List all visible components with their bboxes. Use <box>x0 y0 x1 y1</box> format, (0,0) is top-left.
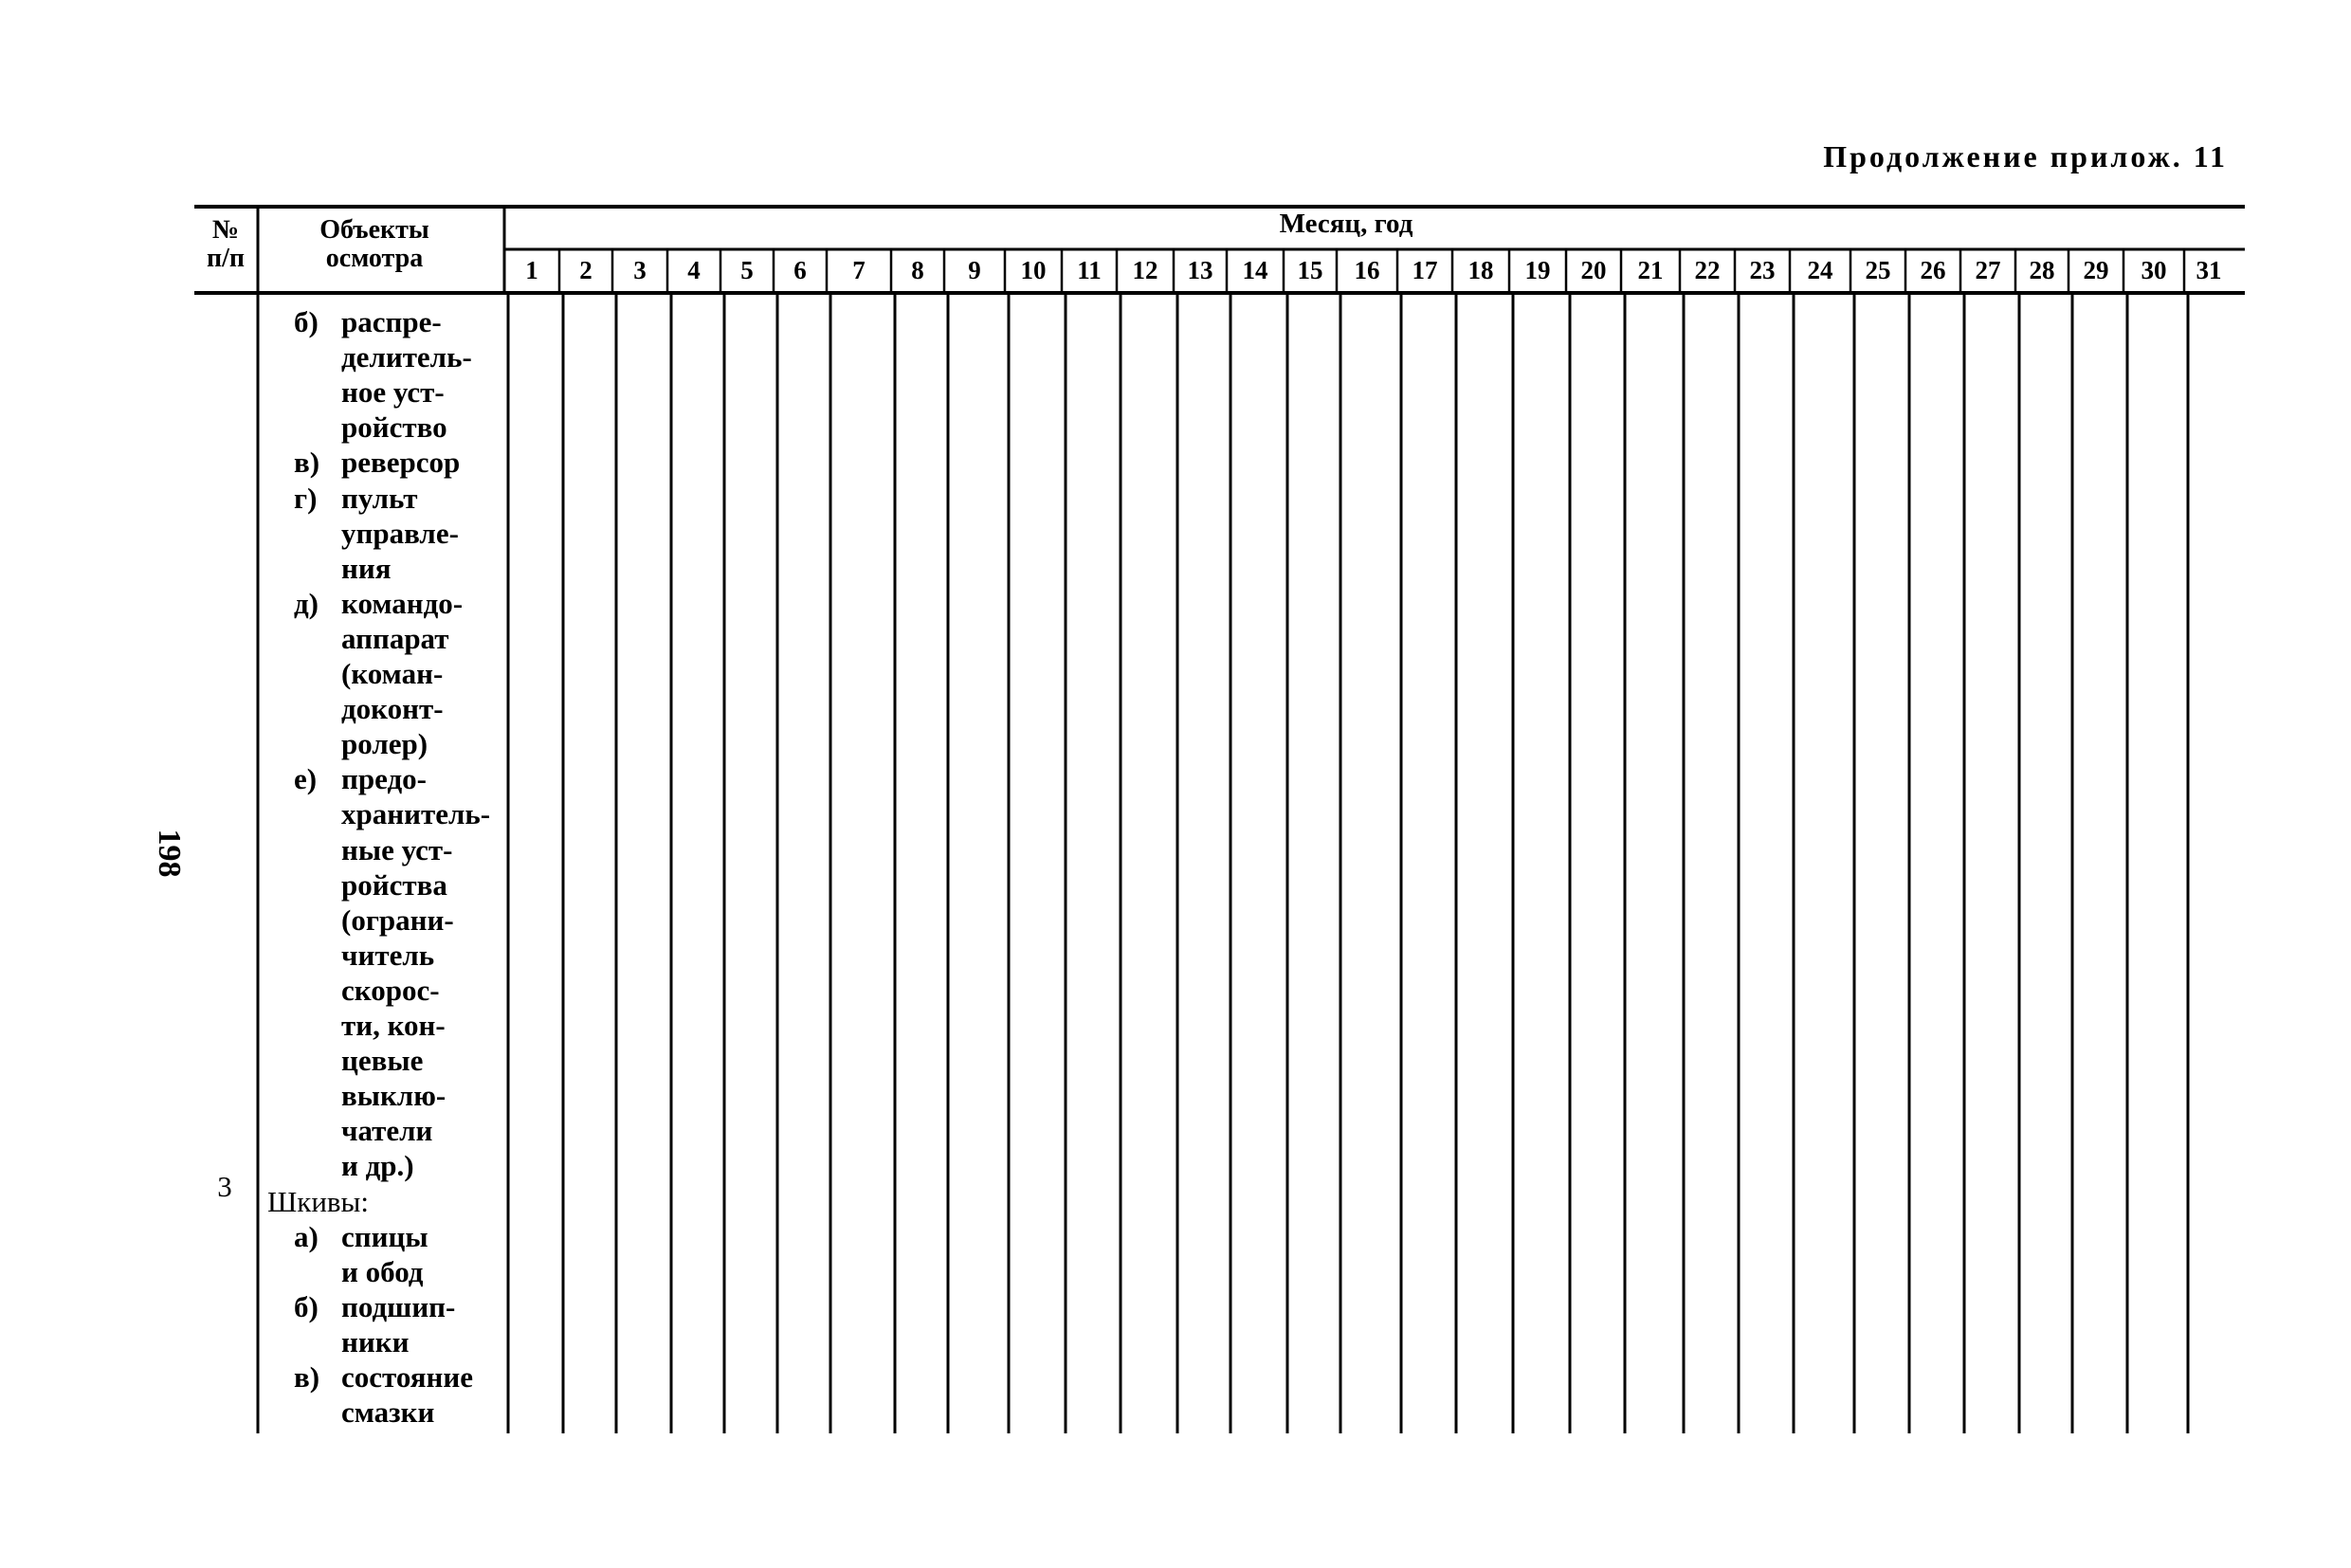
header-number-line2: п/п <box>206 244 246 273</box>
object-item-text: и др.) <box>341 1149 414 1183</box>
object-item-text: аппарат <box>341 621 449 655</box>
object-item-text: смазки <box>341 1395 435 1430</box>
object-item-text: скорос- <box>341 973 440 1007</box>
object-item-marker: в) <box>294 446 320 480</box>
header-number-line1: № <box>211 215 240 245</box>
object-item-text: управле- <box>341 516 459 550</box>
day-label: 20 <box>1580 256 1607 284</box>
day-label: 3 <box>633 256 647 284</box>
day-label: 6 <box>793 256 807 284</box>
object-item-text: (коман- <box>341 657 444 690</box>
object-item-text: выклю- <box>341 1079 447 1113</box>
object-item-marker: а) <box>294 1219 319 1253</box>
object-item-text: хранитель- <box>341 797 491 831</box>
object-item-text: состояние <box>341 1360 474 1394</box>
object-item-text: и обод <box>341 1254 424 1288</box>
object-item-text: реверсор <box>341 446 461 480</box>
object-item-text: пульт <box>341 481 418 515</box>
object-item-marker: е) <box>294 762 318 796</box>
day-label: 1 <box>525 256 538 284</box>
object-item-text: ные уст- <box>341 832 453 866</box>
object-item-text: ройства <box>341 867 447 902</box>
continuation-heading: Продолжение прилож. 11 <box>1823 139 2228 173</box>
day-label: 23 <box>1749 256 1776 284</box>
object-item-text: ролер) <box>341 727 428 761</box>
object-item-marker: в) <box>294 1360 320 1394</box>
object-group-heading: Шкивы: <box>267 1184 370 1218</box>
object-item-text: ти, кон- <box>341 1009 446 1042</box>
header-objects-line1: Объекты <box>319 215 429 245</box>
object-item-text: предо- <box>341 762 427 796</box>
object-item-text: ройство <box>341 410 447 445</box>
day-label: 14 <box>1242 256 1268 284</box>
object-item-marker: б) <box>294 305 319 338</box>
day-label: 25 <box>1865 256 1891 284</box>
day-label: 17 <box>1412 256 1438 284</box>
day-label: 22 <box>1694 256 1721 284</box>
day-label: 5 <box>740 256 754 284</box>
day-label: 15 <box>1297 256 1323 284</box>
day-label: 4 <box>687 256 701 284</box>
object-item-marker: д) <box>294 586 319 620</box>
header-objects-line2: осмотра <box>325 244 424 273</box>
day-label: 24 <box>1807 256 1833 284</box>
day-label: 7 <box>852 256 866 284</box>
day-label: 27 <box>1975 256 2001 284</box>
object-item-text: командо- <box>341 586 464 620</box>
object-item-text: (ограни- <box>341 903 454 937</box>
day-label: 11 <box>1077 256 1102 284</box>
day-label: 10 <box>1020 256 1047 284</box>
object-item-text: подшип- <box>341 1289 456 1323</box>
object-item-text: распре- <box>341 305 442 338</box>
row-number: 3 <box>217 1170 232 1203</box>
object-item-text: ния <box>341 551 392 585</box>
object-item-text: цевые <box>341 1044 424 1078</box>
object-item-marker: г) <box>294 481 318 515</box>
day-label: 28 <box>2029 256 2055 284</box>
object-item-text: читель <box>341 938 435 972</box>
day-label: 31 <box>2196 256 2222 284</box>
object-item-text: спицы <box>341 1219 428 1253</box>
day-label: 2 <box>579 256 592 284</box>
object-item-text: доконт- <box>341 692 444 726</box>
month-header: Месяц, год <box>1279 209 1413 239</box>
day-label: 13 <box>1187 256 1213 284</box>
page-number: 198 <box>152 829 187 878</box>
day-label: 12 <box>1132 256 1158 284</box>
day-label: 21 <box>1637 256 1664 284</box>
day-label: 16 <box>1354 256 1380 284</box>
day-label: 29 <box>2083 256 2109 284</box>
day-label: 8 <box>911 256 924 284</box>
day-label: 19 <box>1524 256 1551 284</box>
object-item-text: чатели <box>341 1114 433 1148</box>
object-item-text: ное уст- <box>341 375 445 410</box>
object-item-marker: б) <box>294 1289 319 1323</box>
day-label: 26 <box>1920 256 1946 284</box>
day-label: 30 <box>2141 256 2167 284</box>
day-label: 18 <box>1467 256 1494 284</box>
day-label: 9 <box>968 256 981 284</box>
object-item-text: ники <box>341 1324 410 1358</box>
object-item-text: делитель- <box>341 340 472 374</box>
